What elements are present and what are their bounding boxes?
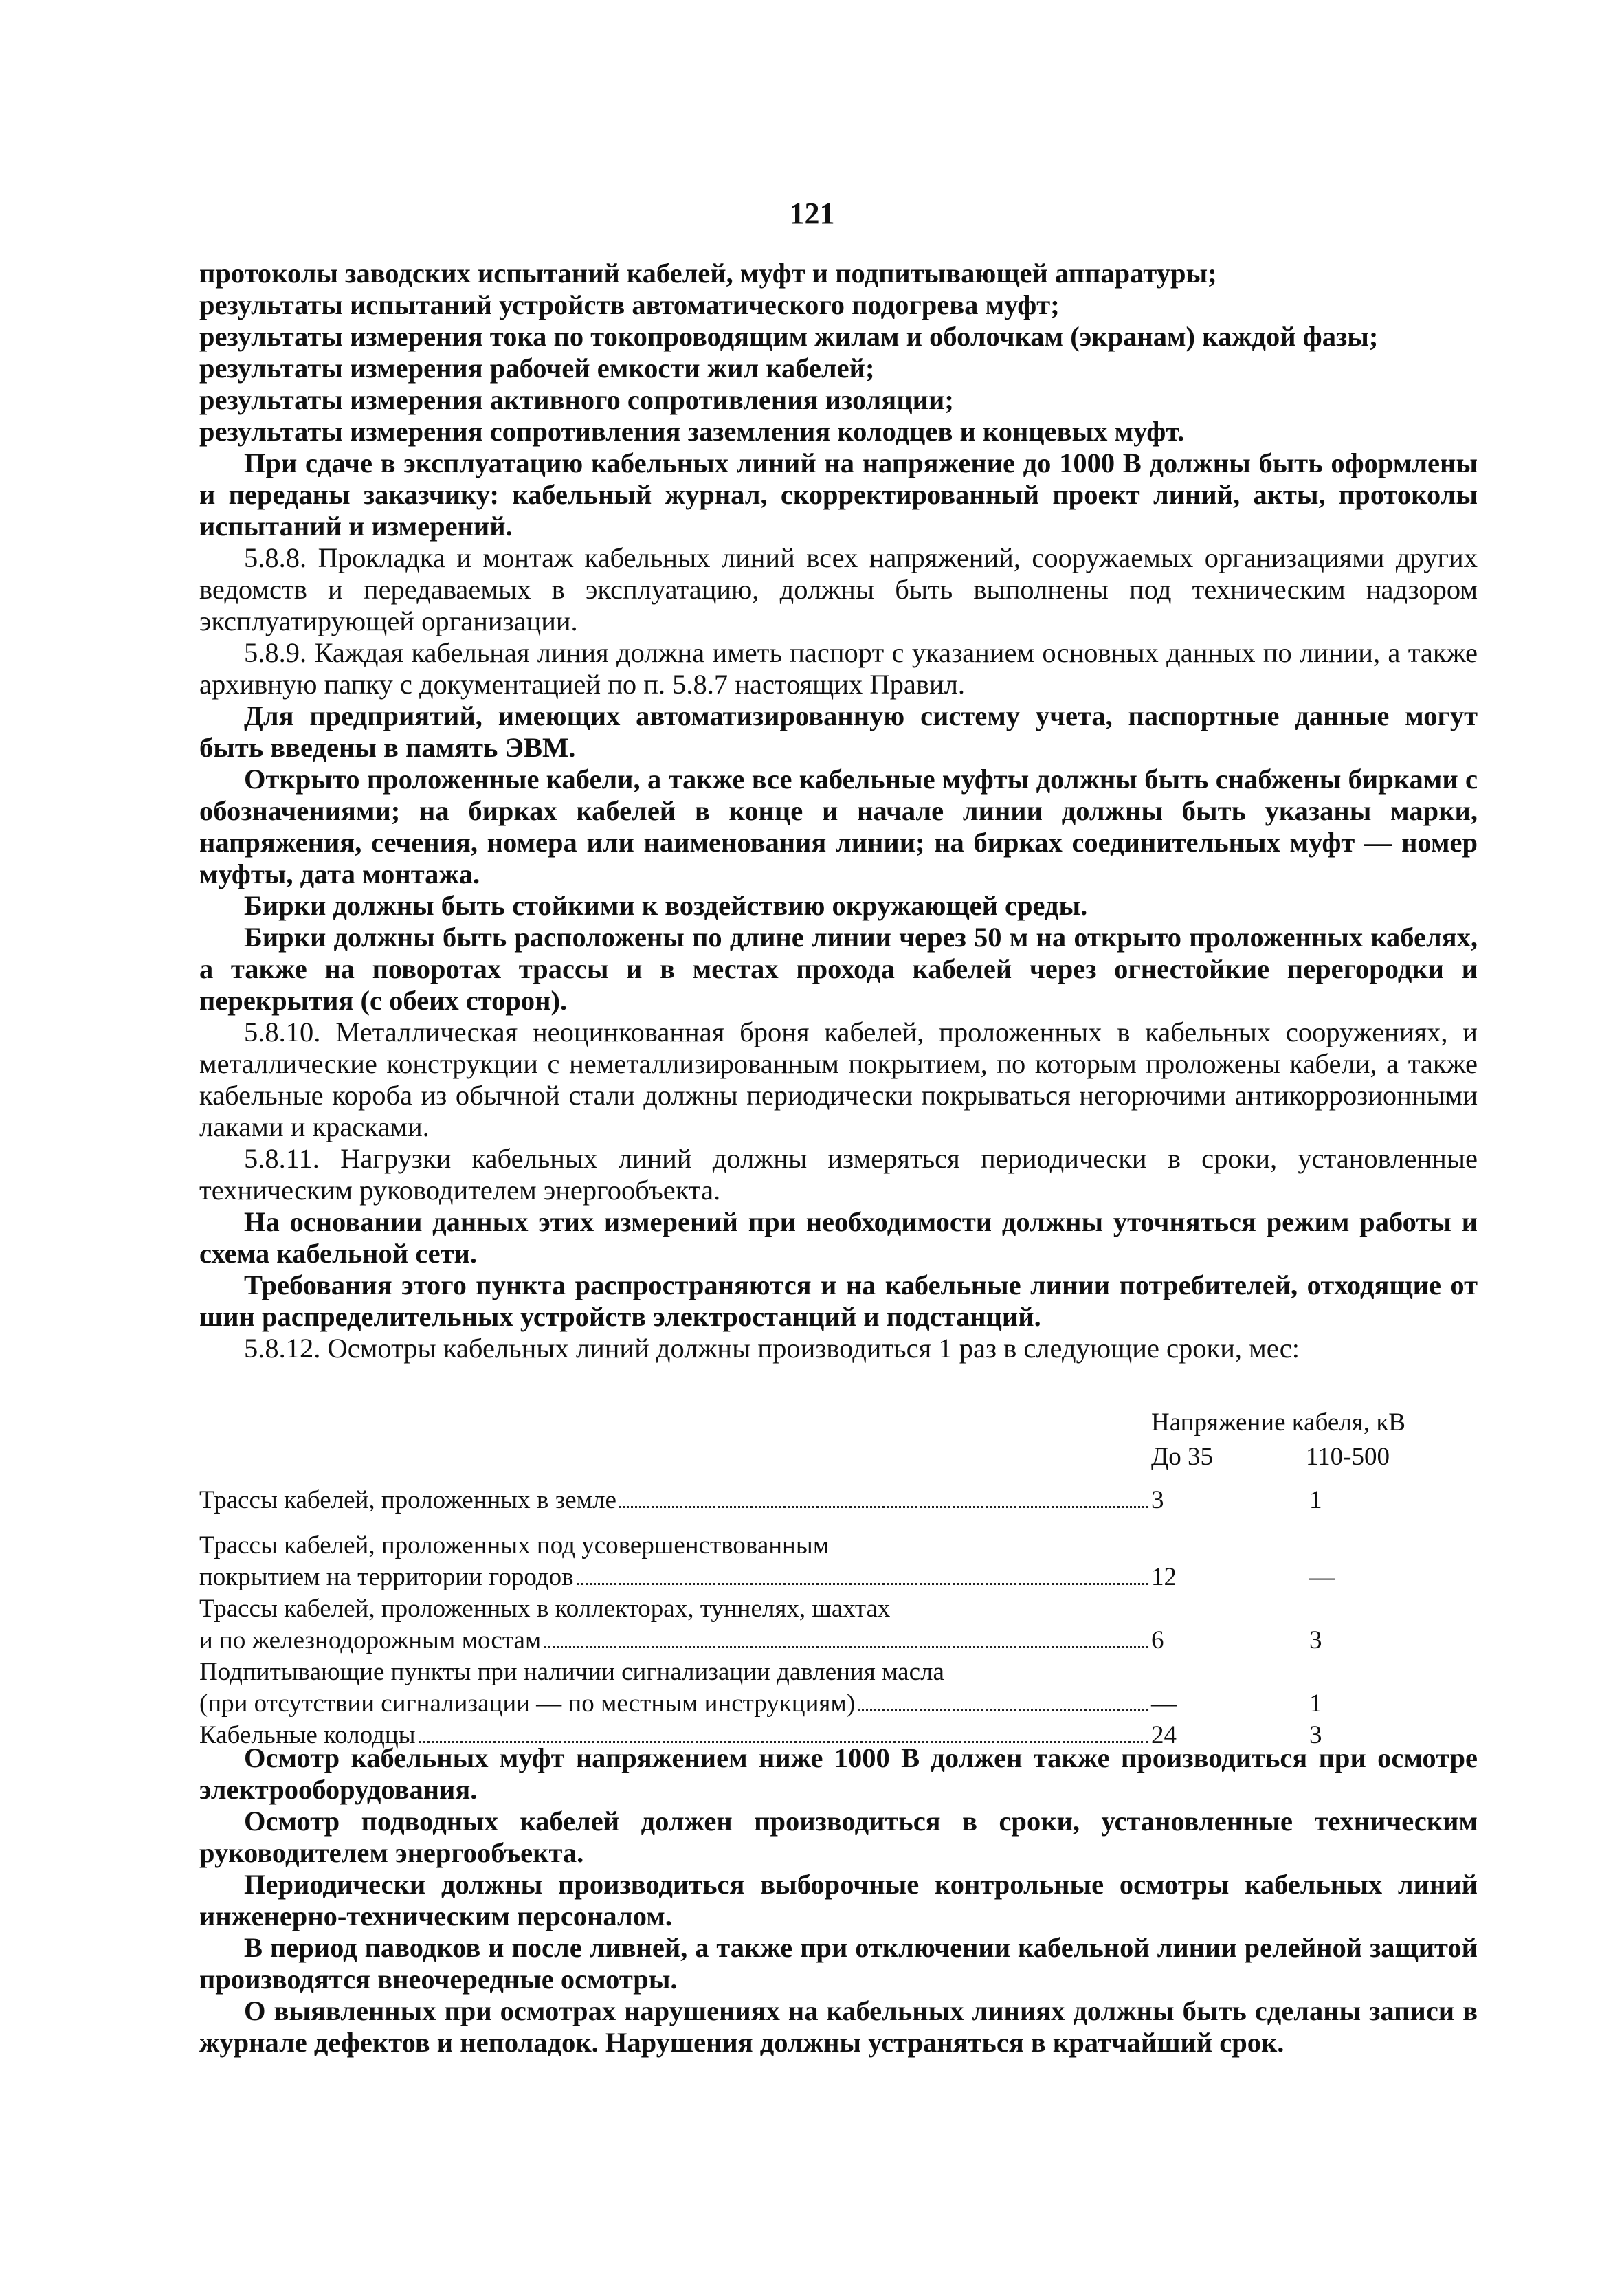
row-label: Трассы кабелей, проложенных в коллекторах, туннелях, шахтах <box>199 1595 891 1623</box>
value-110-500kv: 3 <box>1309 1721 1322 1749</box>
dot-leader <box>544 1646 1148 1648</box>
value-110-500kv: 3 <box>1309 1626 1322 1654</box>
row-label: (при отсутствии сигнализации — по местным инструкциям) <box>199 1689 856 1718</box>
row-label: Трассы кабелей, проложенных под усовершенствованным <box>199 1531 830 1560</box>
paragraph: 5.8.11. Нагрузки кабельных линий должны измеряться периодически в сроки, установленные техническим руководителем энергообъекта. <box>199 1143 1478 1206</box>
paragraph: протоколы заводских испытаний кабелей, муфт и подпитывающей аппаратуры; <box>199 258 1217 289</box>
value-110-500kv: — <box>1309 1563 1335 1591</box>
paragraph: 5.8.8. Прокладка и монтаж кабельных линий всех напряжений, сооружаемых организациями других ведомств и передаваемых в эксплуатацию, должны быть выполнены под техническим надзором эксплуатирующей организации. <box>199 542 1478 636</box>
table-row <box>199 1485 1478 1516</box>
paragraph: результаты измерения рабочей емкости жил кабелей; <box>199 353 875 384</box>
value-up-to-35kv: 6 <box>1151 1626 1164 1654</box>
row-label: Подпитывающие пункты при наличии сигнализации давления масла <box>199 1658 944 1686</box>
table-col1-header: До 35 <box>1151 1443 1213 1471</box>
row-label: покрытием на территории городов <box>199 1563 574 1591</box>
dot-leader <box>858 1709 1148 1711</box>
row-label: Трассы кабелей, проложенных в земле <box>199 1486 616 1514</box>
dot-leader <box>619 1506 1148 1508</box>
paragraph: Требования этого пункта распространяются и на кабельные линии потребителей, отходящие от шин распределительных устройств электростанций и подстанций. <box>199 1269 1478 1332</box>
body-text-top <box>199 258 1478 1364</box>
paragraph: результаты измерения активного сопротивления изоляции; <box>199 384 954 415</box>
paragraph: Периодически должны производиться выборочные контрольные осмотры кабельных линий инженерно-техническим персоналом. <box>199 1869 1478 1931</box>
dot-leader <box>577 1583 1148 1585</box>
page-number: 121 <box>789 197 835 230</box>
paragraph: 5.8.12. Осмотры кабельных линий должны производиться 1 раз в следующие сроки, мес: <box>244 1333 1300 1364</box>
row-label: и по железнодорожным мостам <box>199 1626 542 1654</box>
value-up-to-35kv: 12 <box>1151 1563 1177 1591</box>
value-up-to-35kv: — <box>1151 1689 1177 1718</box>
paragraph: Для предприятий, имеющих автоматизированную систему учета, паспортные данные могут быть введены в память ЭВМ. <box>199 700 1478 763</box>
paragraph: Открыто проложенные кабели, а также все кабельные муфты должны быть снабжены бирками с обозначениями; на бирках кабелей в конце и начале линии должны быть указаны марки, напряжения, сечения, номера или наименования линии; на бирках соединительных муфт — номер муфты, дата монтажа. <box>199 764 1478 889</box>
paragraph: Осмотр кабельных муфт напряжением ниже 1000 В должен также производиться при осмотре электрооборудования. <box>199 1742 1478 1805</box>
value-110-500kv: 1 <box>1309 1689 1322 1718</box>
paragraph: результаты испытаний устройств автоматического подогрева муфт; <box>199 289 1060 320</box>
body-text-bottom <box>199 1742 1478 2059</box>
value-up-to-35kv: 24 <box>1151 1721 1177 1749</box>
paragraph: результаты измерения сопротивления заземления колодцев и концевых муфт. <box>199 416 1185 447</box>
table-col2-header: 110-500 <box>1306 1443 1390 1471</box>
table-row <box>199 1656 1478 1720</box>
table-row <box>199 1593 1478 1656</box>
paragraph: результаты измерения тока по токопроводящим жилам и оболочкам (экранам) каждой фазы; <box>199 321 1379 352</box>
table-group-header: Напряжение кабеля, кВ <box>1151 1408 1405 1437</box>
paragraph: О выявленных при осмотрах нарушениях на кабельных линиях должны быть сделаны записи в журнале дефектов и неполадок. Нарушения должны устраняться в кратчайший срок. <box>199 1995 1478 2058</box>
paragraph: На основании данных этих измерений при необходимости должны уточняться режим работы и схема кабельной сети. <box>199 1206 1478 1269</box>
paragraph: При сдаче в эксплуатацию кабельных линий на напряжение до 1000 В должны быть оформлены и переданы заказчику: кабельный журнал, скорректированный проект линий, акты, протоколы испытаний и измерений. <box>199 447 1478 542</box>
paragraph: В период паводков и после ливней, а также при отключении кабельной линии релейной защитой производятся внеочередные осмотры. <box>199 1932 1478 1995</box>
value-up-to-35kv: 3 <box>1151 1486 1164 1514</box>
value-110-500kv: 1 <box>1309 1486 1322 1514</box>
paragraph: Бирки должны быть стойкими к воздействию окружающей среды. <box>244 890 1088 921</box>
paragraph: Бирки должны быть расположены по длине линии через 50 м на открыто проложенных кабелях, а также на поворотах трассы и в местах прохода кабелей через огнестойкие перегородки и перекрытия (с обеих сторон). <box>199 922 1478 1016</box>
row-label: Кабельные колодцы <box>199 1721 416 1749</box>
paragraph: Осмотр подводных кабелей должен производиться в сроки, установленные техническим руководителем энергообъекта. <box>199 1806 1478 1868</box>
paragraph: 5.8.10. Металлическая неоцинкованная броня кабелей, проложенных в кабельных сооружениях, и металлические конструкции с неметаллизированным покрытием, по которым проложены кабели, а также кабельные короба из обычной стали должны периодически покрываться негорючими антикоррозионными лаками и красками. <box>199 1017 1478 1142</box>
table-row <box>199 1530 1478 1593</box>
paragraph: 5.8.9. Каждая кабельная линия должна иметь паспорт с указанием основных данных по линии, а также архивную папку с документацией по п. 5.8.7 настоящих Правил. <box>199 637 1478 700</box>
